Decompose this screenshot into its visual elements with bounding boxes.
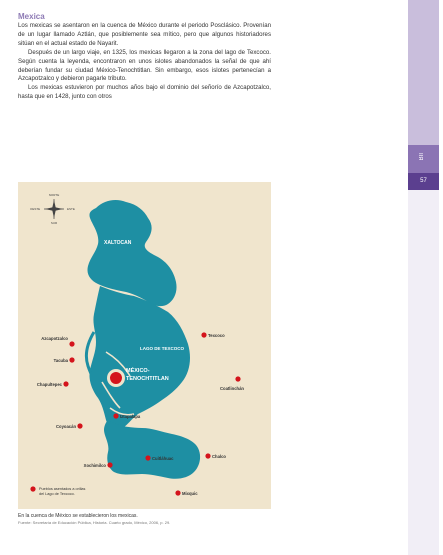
compass-rose-icon xyxy=(30,193,75,225)
map-caption: En la cuenca de México se establecieron los mexicas. xyxy=(18,513,138,519)
paragraph: Después de un largo viaje, en 1325, los mexicas llegaron a la zona del lago de Texcoco. Según cuenta la leyenda, encontraron en unos islotes abandonados la señal de que ahí deberían fundar su ciudad México-Tenochtitlan. Sin embargo, esos islotes pertenecían a Azcapotzalco y debieron pagarle tributo. xyxy=(18,48,271,83)
map-legend xyxy=(30,486,85,496)
map-of-texcoco-lake xyxy=(18,182,271,509)
capital-marker xyxy=(110,372,122,384)
legend-line-2: del Lago de Texcoco. xyxy=(39,492,75,496)
town-chapultepec: Chapultepec xyxy=(36,382,62,387)
page-sidebar xyxy=(408,0,439,555)
paragraph: Los mexicas se asentaron en la cuenca de México durante el periodo Posclásico. Provenían de un lugar llamado Aztlán, que posiblemente sea mítico, pero que algunos historiadores sitúan en el actual estado de Nayarit. xyxy=(18,22,271,47)
lake-label-xaltocan: XALTOCAN xyxy=(104,240,132,246)
lake-chalco-xochimilco xyxy=(104,420,200,479)
map-source: Fuente: Secretaría de Educación Pública, Historia. Cuarto grado, México, 2006, p. 29. xyxy=(18,520,171,525)
town-xochimilco: Xochimilco xyxy=(83,463,106,468)
compass-east: ESTE xyxy=(67,207,75,211)
town-tacuba: Tacuba xyxy=(53,358,68,363)
capital-label-2: TENOCHTITLAN xyxy=(126,376,169,382)
sidebar-band xyxy=(408,0,439,145)
block-tab xyxy=(408,145,439,173)
lake-texcoco xyxy=(89,286,190,430)
paragraph: Los mexicas estuvieron por muchos años bajo el dominio del señorío de Azcapotzalco, hasta que en 1428, junto con otros xyxy=(18,84,271,101)
town-coyoacan: Coyoacán xyxy=(55,424,76,429)
body-text xyxy=(18,22,271,102)
section-heading: Mexica xyxy=(18,12,45,21)
compass-south: SUR xyxy=(50,221,58,225)
town-texcoco: Texcoco xyxy=(208,333,225,338)
town-coatlinchan: Coatlinchán xyxy=(220,386,244,391)
compass-west: OESTE xyxy=(30,207,41,211)
block-tab-label: BII xyxy=(419,153,425,161)
map-svg xyxy=(18,182,271,509)
legend-marker xyxy=(30,486,35,491)
page-number: 57 xyxy=(408,173,439,190)
legend-line-1: Pueblos asentados a orillas xyxy=(39,487,86,491)
lake-label-texcoco: LAGO DE TEXCOCO xyxy=(140,346,185,351)
compass-north: NORTE xyxy=(48,193,60,197)
town-cuitlahuac: Cuitláhuac xyxy=(152,456,174,461)
town-chalco: Chalco xyxy=(212,454,226,459)
town-azcapotzalco: Azcapotzalco xyxy=(41,336,68,341)
town-iztapalapa: Iztapalapa xyxy=(120,414,141,419)
capital-label-1: MÉXICO- xyxy=(126,368,150,374)
town-mixquic: Mixquic xyxy=(182,491,198,496)
